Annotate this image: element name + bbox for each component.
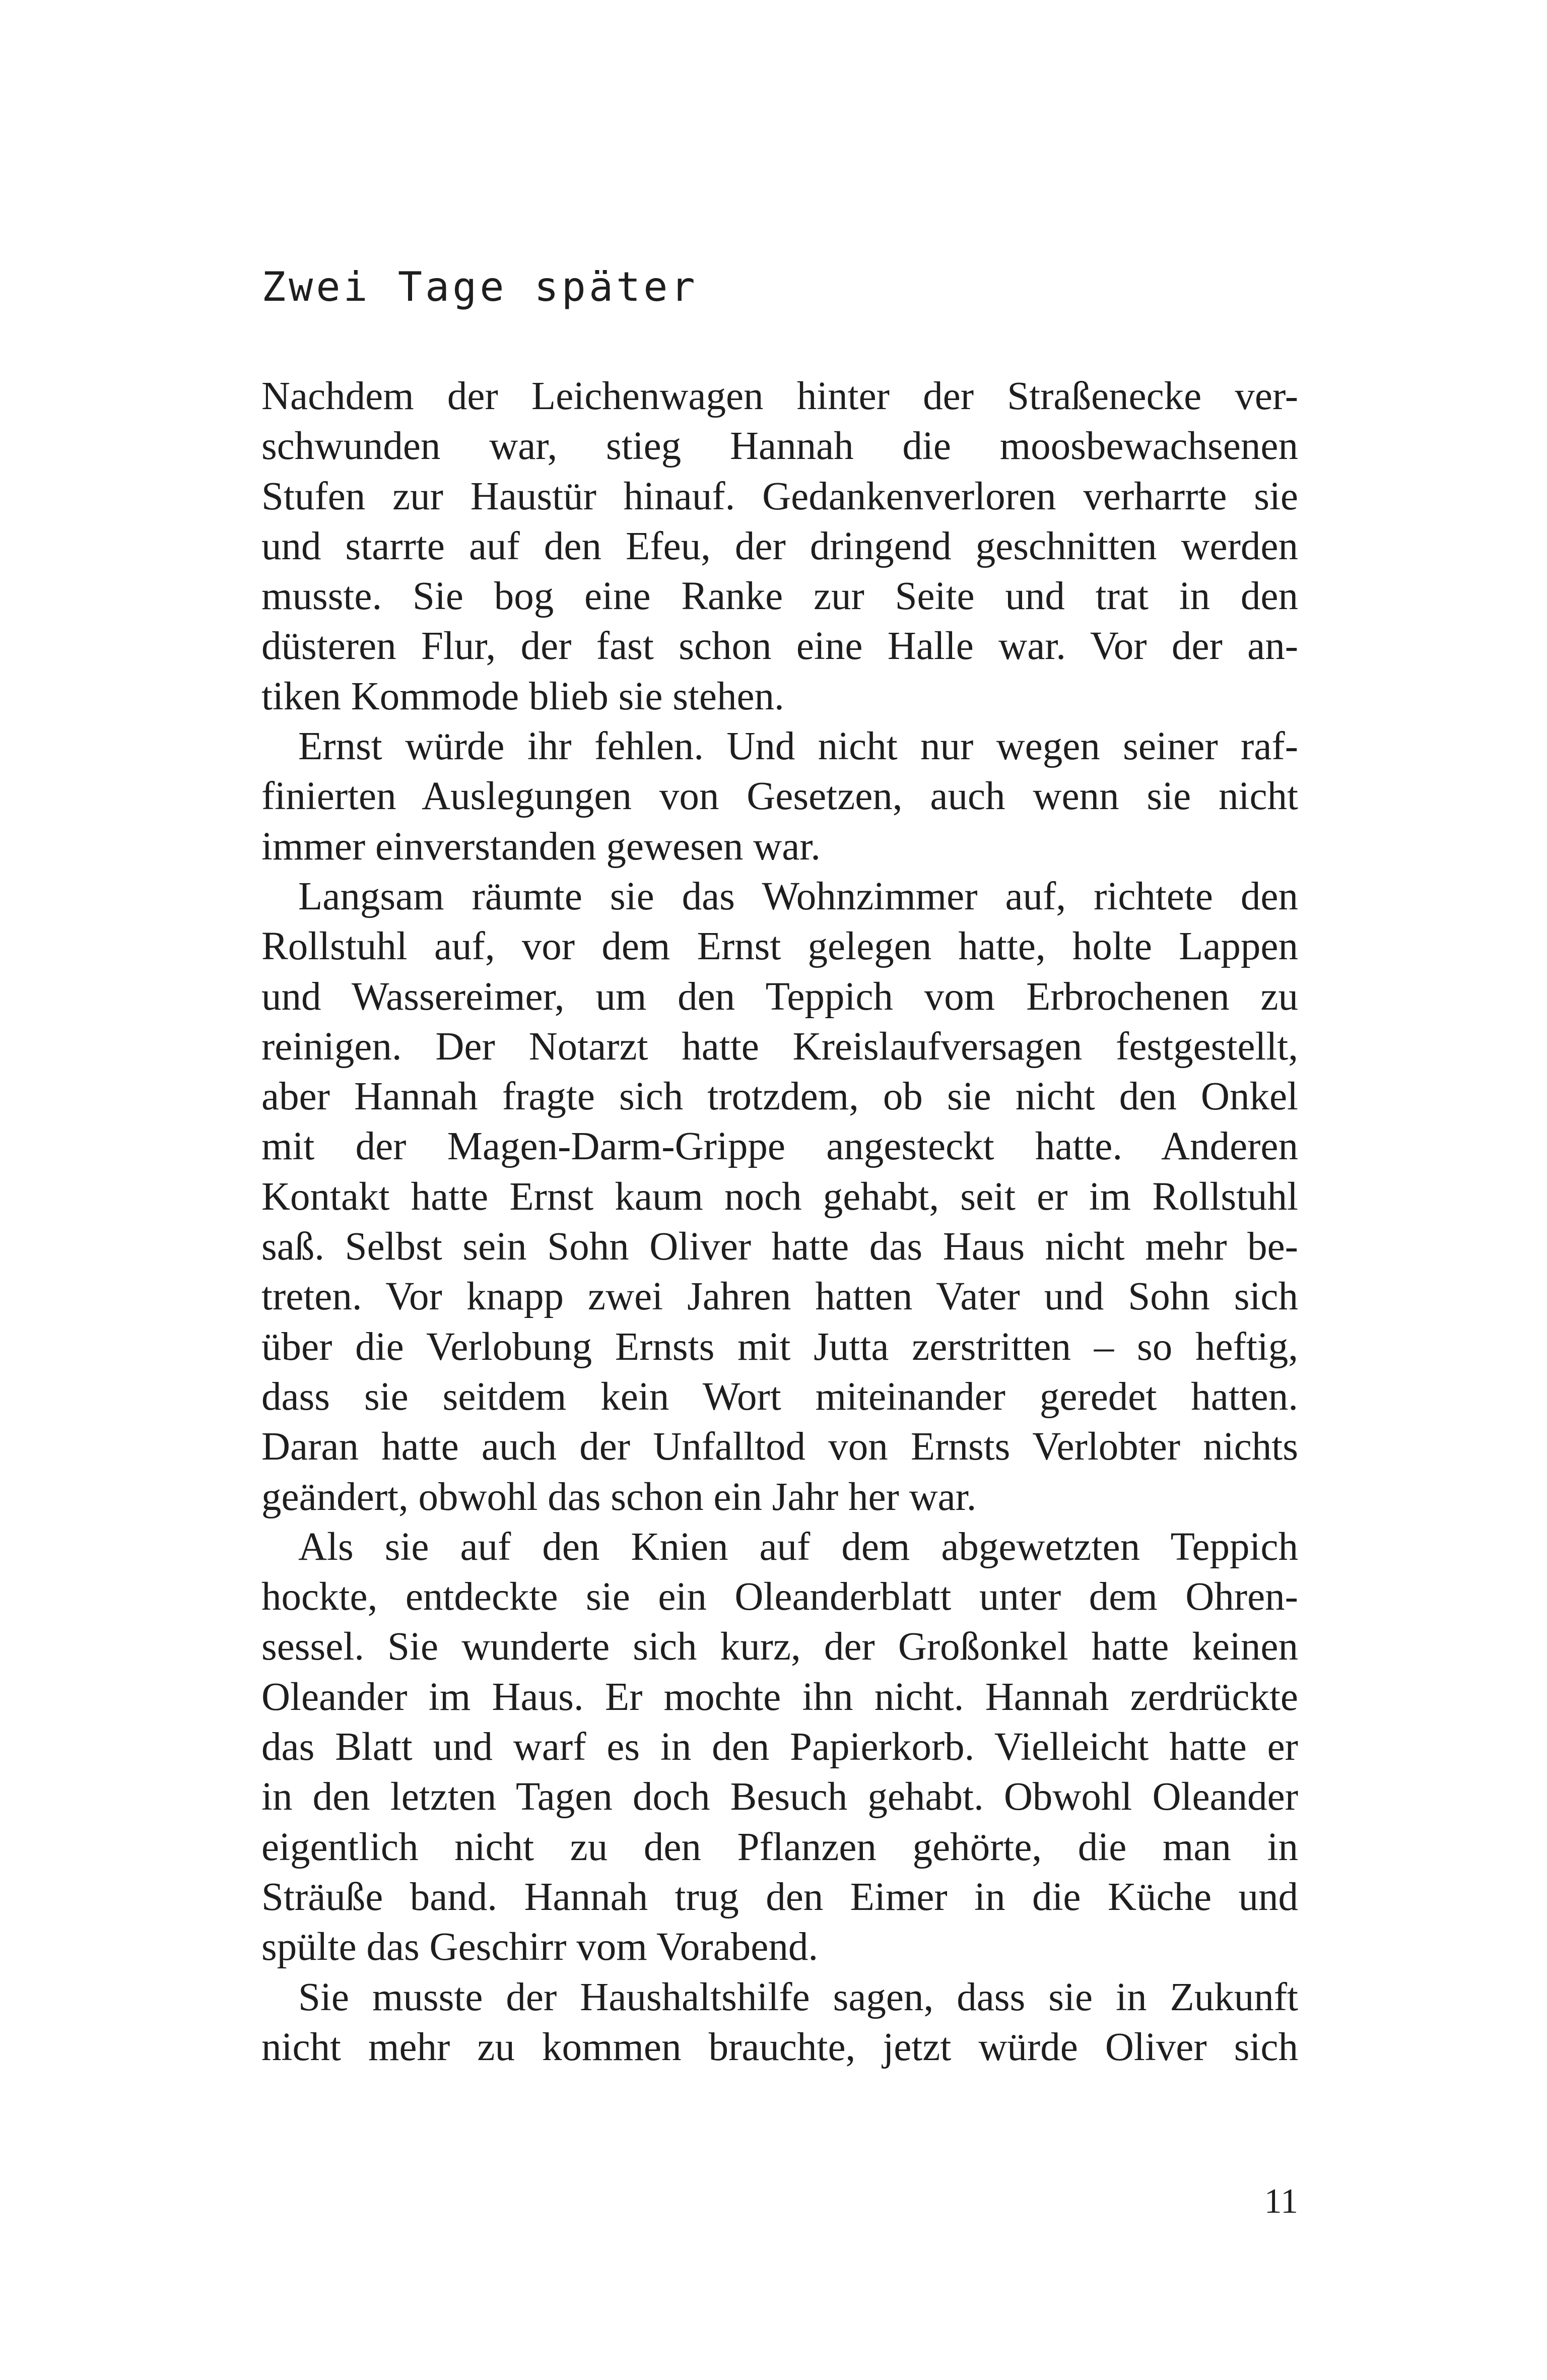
text-line: das Blatt und warf es in den Papierkorb. Vielleicht hatte er xyxy=(261,1725,1298,1769)
text-line: treten. Vor knapp zwei Jahren hatten Vater und Sohn sich xyxy=(261,1275,1298,1319)
text-line: dass sie seitdem kein Wort miteinander geredet hatten. xyxy=(261,1374,1298,1419)
text-line: Daran hatte auch der Unfalltod von Ernsts Verlobter nichts xyxy=(261,1425,1298,1469)
paragraph xyxy=(261,371,1298,721)
text-line: geändert, obwohl das schon ein Jahr her war. xyxy=(261,1475,977,1519)
text-line: saß. Selbst sein Sohn Oliver hatte das Haus nicht mehr be- xyxy=(261,1225,1298,1269)
paragraph xyxy=(261,721,1298,872)
body-text xyxy=(261,371,1298,2072)
text-line: Sträuße band. Hannah trug den Eimer in die Küche und xyxy=(261,1875,1298,1919)
text-line: finierten Auslegungen von Gesetzen, auch wenn sie nicht xyxy=(261,774,1298,819)
text-line: über die Verlobung Ernsts mit Jutta zerstritten – so heftig, xyxy=(261,1325,1298,1369)
text-line: spülte das Geschirr vom Vorabend. xyxy=(261,1925,819,1969)
page-number: 11 xyxy=(1264,2182,1298,2221)
text-line: Sie musste der Haushaltshilfe sagen, dass sie in Zukunft xyxy=(298,1975,1298,2019)
text-line: Ernst würde ihr fehlen. Und nicht nur wegen seiner raf- xyxy=(298,724,1298,769)
text-line: Rollstuhl auf, vor dem Ernst gelegen hatte, holte Lappen xyxy=(261,924,1298,969)
text-line: düsteren Flur, der fast schon eine Halle war. Vor der an- xyxy=(261,624,1298,669)
paragraph xyxy=(261,1522,1298,1972)
text-line: nicht mehr zu kommen brauchte, jetzt würde Oliver sich xyxy=(261,2025,1298,2069)
text-line: Als sie auf den Knien auf dem abgewetzten Teppich xyxy=(298,1525,1298,1569)
text-line: Nachdem der Leichenwagen hinter der Straßenecke ver- xyxy=(261,374,1298,418)
text-line: aber Hannah fragte sich trotzdem, ob sie nicht den Onkel xyxy=(261,1075,1298,1119)
text-line: eigentlich nicht zu den Pflanzen gehörte, die man in xyxy=(261,1825,1298,1869)
chapter-title: Zwei Tage später xyxy=(261,263,698,310)
text-line: musste. Sie bog eine Ranke zur Seite und trat in den xyxy=(261,574,1298,619)
text-line: und starrte auf den Efeu, der dringend geschnitten werden xyxy=(261,524,1298,568)
text-line: reinigen. Der Notarzt hatte Kreislaufversagen festgestellt, xyxy=(261,1024,1298,1069)
text-line: schwunden war, stieg Hannah die moosbewachsenen xyxy=(261,424,1298,469)
text-line: mit der Magen-Darm-Grippe angesteckt hatte. Anderen xyxy=(261,1125,1298,1169)
text-line: Langsam räumte sie das Wohnzimmer auf, richtete den xyxy=(298,874,1298,918)
text-line: hockte, entdeckte sie ein Oleanderblatt unter dem Ohren- xyxy=(261,1575,1298,1619)
text-line: Stufen zur Haustür hinauf. Gedankenverloren verharrte sie xyxy=(261,474,1298,518)
text-line: und Wassereimer, um den Teppich vom Erbrochenen zu xyxy=(261,974,1298,1019)
paragraph xyxy=(261,1972,1298,2073)
text-line: in den letzten Tagen doch Besuch gehabt. Obwohl Oleander xyxy=(261,1775,1298,1819)
text-line: tiken Kommode blieb sie stehen. xyxy=(261,674,784,718)
text-line: Kontakt hatte Ernst kaum noch gehabt, seit er im Rollstuhl xyxy=(261,1174,1298,1219)
text-line: Oleander im Haus. Er mochte ihn nicht. Hannah zerdrückte xyxy=(261,1675,1298,1719)
text-line: sessel. Sie wunderte sich kurz, der Großonkel hatte keinen xyxy=(261,1625,1298,1669)
text-line: immer einverstanden gewesen war. xyxy=(261,824,821,869)
paragraph xyxy=(261,872,1298,1522)
